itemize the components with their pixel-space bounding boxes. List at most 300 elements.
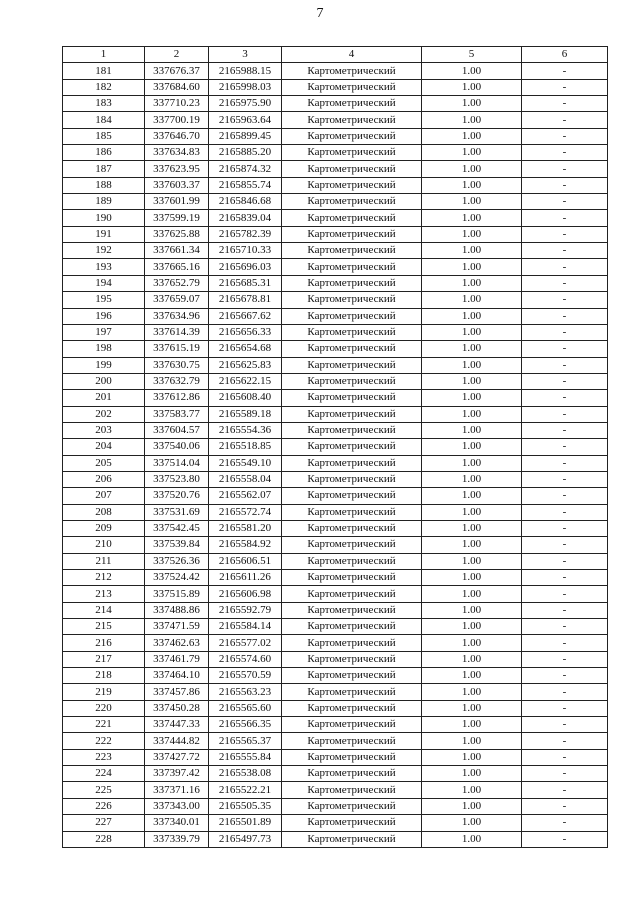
point-number-cell: 224	[63, 766, 145, 782]
accuracy-cell: 1.00	[422, 520, 522, 536]
x-coordinate-cell: 337447.33	[145, 717, 209, 733]
accuracy-cell: 1.00	[422, 79, 522, 95]
method-cell: Картометрический	[282, 96, 422, 112]
point-number-cell: 195	[63, 292, 145, 308]
x-coordinate-cell: 337659.07	[145, 292, 209, 308]
y-coordinate-cell: 2165899.45	[209, 128, 282, 144]
accuracy-cell: 1.00	[422, 406, 522, 422]
x-coordinate-cell: 337371.16	[145, 782, 209, 798]
accuracy-cell: 1.00	[422, 210, 522, 226]
x-coordinate-cell: 337612.86	[145, 390, 209, 406]
x-coordinate-cell: 337540.06	[145, 439, 209, 455]
table-row	[63, 455, 608, 471]
y-coordinate-cell: 2165565.60	[209, 700, 282, 716]
x-coordinate-cell: 337614.39	[145, 324, 209, 340]
description-cell: -	[522, 406, 608, 422]
table-row	[63, 128, 608, 144]
accuracy-cell: 1.00	[422, 651, 522, 667]
x-coordinate-cell: 337343.00	[145, 798, 209, 814]
y-coordinate-cell: 2165654.68	[209, 341, 282, 357]
y-coordinate-cell: 2165497.73	[209, 831, 282, 847]
table-row	[63, 537, 608, 553]
y-coordinate-cell: 2165988.15	[209, 63, 282, 79]
description-cell: -	[522, 455, 608, 471]
y-coordinate-cell: 2165562.07	[209, 488, 282, 504]
point-number-cell: 191	[63, 226, 145, 242]
table-row	[63, 406, 608, 422]
y-coordinate-cell: 2165606.51	[209, 553, 282, 569]
table-row	[63, 717, 608, 733]
x-coordinate-cell: 337464.10	[145, 668, 209, 684]
method-cell: Картометрический	[282, 439, 422, 455]
x-coordinate-cell: 337461.79	[145, 651, 209, 667]
description-cell: -	[522, 651, 608, 667]
table-row	[63, 700, 608, 716]
description-cell: -	[522, 570, 608, 586]
method-cell: Картометрический	[282, 161, 422, 177]
method-cell: Картометрический	[282, 357, 422, 373]
point-number-cell: 204	[63, 439, 145, 455]
x-coordinate-cell: 337471.59	[145, 619, 209, 635]
method-cell: Картометрический	[282, 145, 422, 161]
point-number-cell: 189	[63, 194, 145, 210]
method-cell: Картометрический	[282, 194, 422, 210]
accuracy-cell: 1.00	[422, 373, 522, 389]
point-number-cell: 209	[63, 520, 145, 536]
point-number-cell: 193	[63, 259, 145, 275]
accuracy-cell: 1.00	[422, 488, 522, 504]
x-coordinate-cell: 337444.82	[145, 733, 209, 749]
table-row	[63, 602, 608, 618]
y-coordinate-cell: 2165570.59	[209, 668, 282, 684]
point-number-cell: 210	[63, 537, 145, 553]
point-number-cell: 211	[63, 553, 145, 569]
table-row	[63, 635, 608, 651]
y-coordinate-cell: 2165975.90	[209, 96, 282, 112]
method-cell: Картометрический	[282, 177, 422, 193]
accuracy-cell: 1.00	[422, 733, 522, 749]
header-row	[63, 47, 608, 63]
accuracy-cell: 1.00	[422, 341, 522, 357]
y-coordinate-cell: 2165574.60	[209, 651, 282, 667]
y-coordinate-cell: 2165885.20	[209, 145, 282, 161]
y-coordinate-cell: 2165696.03	[209, 259, 282, 275]
table-row	[63, 668, 608, 684]
y-coordinate-cell: 2165855.74	[209, 177, 282, 193]
accuracy-cell: 1.00	[422, 619, 522, 635]
table-row	[63, 782, 608, 798]
description-cell: -	[522, 63, 608, 79]
point-number-cell: 222	[63, 733, 145, 749]
x-coordinate-cell: 337684.60	[145, 79, 209, 95]
description-cell: -	[522, 341, 608, 357]
point-number-cell: 198	[63, 341, 145, 357]
table-row	[63, 651, 608, 667]
table-row	[63, 63, 608, 79]
accuracy-cell: 1.00	[422, 798, 522, 814]
x-coordinate-cell: 337531.69	[145, 504, 209, 520]
table-row	[63, 275, 608, 291]
description-cell: -	[522, 504, 608, 520]
method-cell: Картометрический	[282, 128, 422, 144]
method-cell: Картометрический	[282, 243, 422, 259]
x-coordinate-cell: 337661.34	[145, 243, 209, 259]
x-coordinate-cell: 337450.28	[145, 700, 209, 716]
x-coordinate-cell: 337710.23	[145, 96, 209, 112]
y-coordinate-cell: 2165625.83	[209, 357, 282, 373]
table-row	[63, 733, 608, 749]
coordinates-table	[62, 46, 608, 848]
accuracy-cell: 1.00	[422, 471, 522, 487]
x-coordinate-cell: 337515.89	[145, 586, 209, 602]
description-cell: -	[522, 275, 608, 291]
description-cell: -	[522, 373, 608, 389]
method-cell: Картометрический	[282, 684, 422, 700]
table-row	[63, 194, 608, 210]
description-cell: -	[522, 243, 608, 259]
method-cell: Картометрический	[282, 733, 422, 749]
x-coordinate-cell: 337646.70	[145, 128, 209, 144]
x-coordinate-cell: 337676.37	[145, 63, 209, 79]
x-coordinate-cell: 337340.01	[145, 815, 209, 831]
description-cell: -	[522, 439, 608, 455]
description-cell: -	[522, 161, 608, 177]
method-cell: Картометрический	[282, 700, 422, 716]
accuracy-cell: 1.00	[422, 324, 522, 340]
point-number-cell: 186	[63, 145, 145, 161]
method-cell: Картометрический	[282, 112, 422, 128]
x-coordinate-cell: 337601.99	[145, 194, 209, 210]
y-coordinate-cell: 2165538.08	[209, 766, 282, 782]
column-header-5: 5	[422, 47, 522, 63]
y-coordinate-cell: 2165592.79	[209, 602, 282, 618]
description-cell: -	[522, 733, 608, 749]
y-coordinate-cell: 2165584.14	[209, 619, 282, 635]
accuracy-cell: 1.00	[422, 177, 522, 193]
y-coordinate-cell: 2165611.26	[209, 570, 282, 586]
column-header-4: 4	[282, 47, 422, 63]
table-row	[63, 504, 608, 520]
point-number-cell: 181	[63, 63, 145, 79]
point-number-cell: 192	[63, 243, 145, 259]
accuracy-cell: 1.00	[422, 259, 522, 275]
description-cell: -	[522, 128, 608, 144]
table-row	[63, 422, 608, 438]
y-coordinate-cell: 2165589.18	[209, 406, 282, 422]
x-coordinate-cell: 337514.04	[145, 455, 209, 471]
point-number-cell: 196	[63, 308, 145, 324]
table-row	[63, 308, 608, 324]
point-number-cell: 182	[63, 79, 145, 95]
point-number-cell: 213	[63, 586, 145, 602]
accuracy-cell: 1.00	[422, 357, 522, 373]
table-row	[63, 145, 608, 161]
accuracy-cell: 1.00	[422, 243, 522, 259]
accuracy-cell: 1.00	[422, 602, 522, 618]
table-row	[63, 390, 608, 406]
accuracy-cell: 1.00	[422, 439, 522, 455]
accuracy-cell: 1.00	[422, 292, 522, 308]
y-coordinate-cell: 2165555.84	[209, 749, 282, 765]
y-coordinate-cell: 2165998.03	[209, 79, 282, 95]
accuracy-cell: 1.00	[422, 700, 522, 716]
point-number-cell: 228	[63, 831, 145, 847]
y-coordinate-cell: 2165678.81	[209, 292, 282, 308]
y-coordinate-cell: 2165963.64	[209, 112, 282, 128]
table-row	[63, 815, 608, 831]
method-cell: Картометрический	[282, 488, 422, 504]
method-cell: Картометрический	[282, 292, 422, 308]
y-coordinate-cell: 2165581.20	[209, 520, 282, 536]
y-coordinate-cell: 2165566.35	[209, 717, 282, 733]
method-cell: Картометрический	[282, 668, 422, 684]
table-row	[63, 259, 608, 275]
x-coordinate-cell: 337427.72	[145, 749, 209, 765]
description-cell: -	[522, 619, 608, 635]
description-cell: -	[522, 798, 608, 814]
description-cell: -	[522, 782, 608, 798]
point-number-cell: 188	[63, 177, 145, 193]
x-coordinate-cell: 337634.83	[145, 145, 209, 161]
point-number-cell: 212	[63, 570, 145, 586]
x-coordinate-cell: 337603.37	[145, 177, 209, 193]
method-cell: Картометрический	[282, 815, 422, 831]
description-cell: -	[522, 96, 608, 112]
method-cell: Картометрический	[282, 79, 422, 95]
table-row	[63, 357, 608, 373]
y-coordinate-cell: 2165606.98	[209, 586, 282, 602]
point-number-cell: 220	[63, 700, 145, 716]
method-cell: Картометрический	[282, 749, 422, 765]
point-number-cell: 205	[63, 455, 145, 471]
method-cell: Картометрический	[282, 308, 422, 324]
description-cell: -	[522, 553, 608, 569]
x-coordinate-cell: 337625.88	[145, 226, 209, 242]
method-cell: Картометрический	[282, 455, 422, 471]
accuracy-cell: 1.00	[422, 112, 522, 128]
x-coordinate-cell: 337615.19	[145, 341, 209, 357]
accuracy-cell: 1.00	[422, 145, 522, 161]
method-cell: Картометрический	[282, 504, 422, 520]
accuracy-cell: 1.00	[422, 422, 522, 438]
x-coordinate-cell: 337457.86	[145, 684, 209, 700]
method-cell: Картометрический	[282, 422, 422, 438]
method-cell: Картометрический	[282, 259, 422, 275]
table-row	[63, 112, 608, 128]
x-coordinate-cell: 337523.80	[145, 471, 209, 487]
method-cell: Картометрический	[282, 635, 422, 651]
accuracy-cell: 1.00	[422, 308, 522, 324]
x-coordinate-cell: 337397.42	[145, 766, 209, 782]
y-coordinate-cell: 2165558.04	[209, 471, 282, 487]
accuracy-cell: 1.00	[422, 553, 522, 569]
description-cell: -	[522, 537, 608, 553]
y-coordinate-cell: 2165685.31	[209, 275, 282, 291]
point-number-cell: 221	[63, 717, 145, 733]
accuracy-cell: 1.00	[422, 537, 522, 553]
description-cell: -	[522, 520, 608, 536]
y-coordinate-cell: 2165608.40	[209, 390, 282, 406]
description-cell: -	[522, 259, 608, 275]
point-number-cell: 183	[63, 96, 145, 112]
table-row	[63, 177, 608, 193]
accuracy-cell: 1.00	[422, 96, 522, 112]
description-cell: -	[522, 226, 608, 242]
table-row	[63, 749, 608, 765]
point-number-cell: 206	[63, 471, 145, 487]
x-coordinate-cell: 337634.96	[145, 308, 209, 324]
accuracy-cell: 1.00	[422, 570, 522, 586]
description-cell: -	[522, 815, 608, 831]
method-cell: Картометрический	[282, 373, 422, 389]
point-number-cell: 208	[63, 504, 145, 520]
y-coordinate-cell: 2165782.39	[209, 226, 282, 242]
description-cell: -	[522, 488, 608, 504]
description-cell: -	[522, 112, 608, 128]
x-coordinate-cell: 337583.77	[145, 406, 209, 422]
y-coordinate-cell: 2165572.74	[209, 504, 282, 520]
point-number-cell: 203	[63, 422, 145, 438]
table-row	[63, 586, 608, 602]
y-coordinate-cell: 2165839.04	[209, 210, 282, 226]
method-cell: Картометрический	[282, 63, 422, 79]
point-number-cell: 187	[63, 161, 145, 177]
x-coordinate-cell: 337462.63	[145, 635, 209, 651]
point-number-cell: 199	[63, 357, 145, 373]
accuracy-cell: 1.00	[422, 194, 522, 210]
method-cell: Картометрический	[282, 570, 422, 586]
method-cell: Картометрический	[282, 226, 422, 242]
point-number-cell: 207	[63, 488, 145, 504]
method-cell: Картометрический	[282, 798, 422, 814]
accuracy-cell: 1.00	[422, 635, 522, 651]
description-cell: -	[522, 766, 608, 782]
x-coordinate-cell: 337488.86	[145, 602, 209, 618]
description-cell: -	[522, 145, 608, 161]
description-cell: -	[522, 308, 608, 324]
description-cell: -	[522, 357, 608, 373]
description-cell: -	[522, 749, 608, 765]
accuracy-cell: 1.00	[422, 831, 522, 847]
table-row	[63, 210, 608, 226]
accuracy-cell: 1.00	[422, 128, 522, 144]
table-row	[63, 373, 608, 389]
description-cell: -	[522, 324, 608, 340]
method-cell: Картометрический	[282, 831, 422, 847]
method-cell: Картометрический	[282, 619, 422, 635]
description-cell: -	[522, 177, 608, 193]
method-cell: Картометрический	[282, 602, 422, 618]
y-coordinate-cell: 2165554.36	[209, 422, 282, 438]
description-cell: -	[522, 635, 608, 651]
x-coordinate-cell: 337700.19	[145, 112, 209, 128]
point-number-cell: 185	[63, 128, 145, 144]
point-number-cell: 190	[63, 210, 145, 226]
description-cell: -	[522, 717, 608, 733]
point-number-cell: 223	[63, 749, 145, 765]
accuracy-cell: 1.00	[422, 668, 522, 684]
accuracy-cell: 1.00	[422, 275, 522, 291]
y-coordinate-cell: 2165505.35	[209, 798, 282, 814]
x-coordinate-cell: 337539.84	[145, 537, 209, 553]
description-cell: -	[522, 684, 608, 700]
y-coordinate-cell: 2165622.15	[209, 373, 282, 389]
y-coordinate-cell: 2165549.10	[209, 455, 282, 471]
table-row	[63, 471, 608, 487]
description-cell: -	[522, 700, 608, 716]
page-number: 7	[316, 6, 324, 21]
table-row	[63, 324, 608, 340]
y-coordinate-cell: 2165874.32	[209, 161, 282, 177]
description-cell: -	[522, 471, 608, 487]
x-coordinate-cell: 337632.79	[145, 373, 209, 389]
point-number-cell: 217	[63, 651, 145, 667]
x-coordinate-cell: 337623.95	[145, 161, 209, 177]
accuracy-cell: 1.00	[422, 815, 522, 831]
method-cell: Картометрический	[282, 717, 422, 733]
method-cell: Картометрический	[282, 341, 422, 357]
table-row	[63, 520, 608, 536]
x-coordinate-cell: 337604.57	[145, 422, 209, 438]
x-coordinate-cell: 337542.45	[145, 520, 209, 536]
y-coordinate-cell: 2165565.37	[209, 733, 282, 749]
table-header	[63, 47, 608, 63]
y-coordinate-cell: 2165501.89	[209, 815, 282, 831]
x-coordinate-cell: 337339.79	[145, 831, 209, 847]
accuracy-cell: 1.00	[422, 782, 522, 798]
method-cell: Картометрический	[282, 651, 422, 667]
table-row	[63, 488, 608, 504]
accuracy-cell: 1.00	[422, 390, 522, 406]
table-row	[63, 292, 608, 308]
x-coordinate-cell: 337520.76	[145, 488, 209, 504]
method-cell: Картометрический	[282, 275, 422, 291]
y-coordinate-cell: 2165522.21	[209, 782, 282, 798]
column-header-1: 1	[63, 47, 145, 63]
accuracy-cell: 1.00	[422, 455, 522, 471]
table-row	[63, 243, 608, 259]
x-coordinate-cell: 337599.19	[145, 210, 209, 226]
method-cell: Картометрический	[282, 782, 422, 798]
y-coordinate-cell: 2165518.85	[209, 439, 282, 455]
point-number-cell: 226	[63, 798, 145, 814]
table-row	[63, 79, 608, 95]
table-body	[63, 63, 608, 848]
method-cell: Картометрический	[282, 553, 422, 569]
table-row	[63, 226, 608, 242]
point-number-cell: 194	[63, 275, 145, 291]
method-cell: Картометрический	[282, 537, 422, 553]
y-coordinate-cell: 2165667.62	[209, 308, 282, 324]
table-row	[63, 439, 608, 455]
point-number-cell: 200	[63, 373, 145, 389]
point-number-cell: 215	[63, 619, 145, 635]
x-coordinate-cell: 337630.75	[145, 357, 209, 373]
method-cell: Картометрический	[282, 766, 422, 782]
x-coordinate-cell: 337526.36	[145, 553, 209, 569]
method-cell: Картометрический	[282, 471, 422, 487]
description-cell: -	[522, 390, 608, 406]
y-coordinate-cell: 2165846.68	[209, 194, 282, 210]
point-number-cell: 218	[63, 668, 145, 684]
x-coordinate-cell: 337524.42	[145, 570, 209, 586]
column-header-2: 2	[145, 47, 209, 63]
table-row	[63, 341, 608, 357]
x-coordinate-cell: 337652.79	[145, 275, 209, 291]
y-coordinate-cell: 2165584.92	[209, 537, 282, 553]
table-row	[63, 684, 608, 700]
point-number-cell: 184	[63, 112, 145, 128]
